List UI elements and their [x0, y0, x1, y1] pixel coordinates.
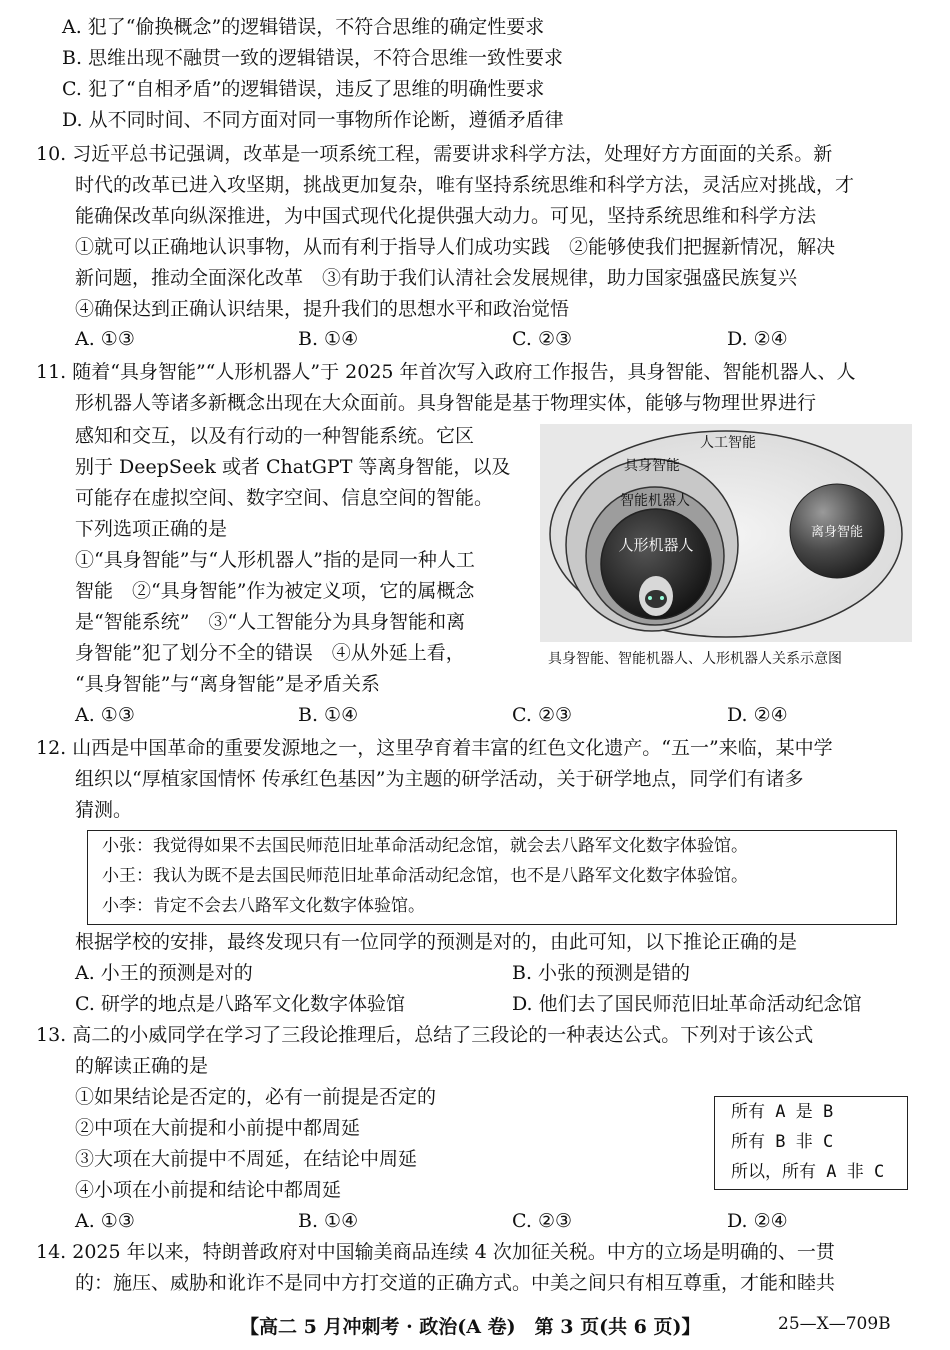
- ai-relationship-diagram: [540, 424, 912, 642]
- q11-option-b: B. ①④: [298, 704, 359, 726]
- q13-item: ①如果结论是否定的，必有一前提是否定的: [75, 1086, 437, 1108]
- embodied-label: 具身智能: [624, 458, 680, 474]
- q10-option-d: D. ②④: [727, 328, 788, 350]
- page-footer-code: 25—X—709B: [778, 1314, 891, 1334]
- disembodied-label: 离身智能: [810, 525, 864, 540]
- q13-option-a: A. ①③: [75, 1210, 135, 1232]
- q12-option-c: C. 研学的地点是八路军文化数字体验馆: [75, 993, 405, 1015]
- q13-item: ③大项在大前提中不周延，在结论中周延: [75, 1148, 418, 1170]
- q11-line: 下列选项正确的是: [75, 518, 228, 540]
- prediction-zhang: 小张：我觉得如果不去国民师范旧址革命活动纪念馆，就会去八路军文化数字体验馆。: [102, 836, 748, 856]
- q11-line: 身智能”犯了划分不全的错误 ④从外延上看，: [75, 642, 465, 664]
- robot-label: 智能机器人: [620, 493, 690, 509]
- q13-option-b: B. ①④: [298, 1210, 359, 1232]
- formula-major-premise: 所有 A 是 B: [731, 1102, 834, 1122]
- humanoid-label: 人形机器人: [618, 536, 694, 554]
- q12-line: 组织以“厚植家国情怀 传承红色基因”为主题的研学活动，关于研学地点，同学们有诸多: [75, 768, 804, 790]
- prediction-wang: 小王：我认为既不是去国民师范旧址革命活动纪念馆，也不是八路军文化数字体验馆。: [102, 866, 748, 886]
- q12-predictions-box: [87, 830, 897, 925]
- q10-line: 新问题，推动全面深化改革 ③有助于我们认清社会发展规律，助力国家强盛民族复兴: [75, 267, 798, 289]
- q10-line: ④确保达到正确认识结果，提升我们的思想水平和政治觉悟: [75, 298, 570, 320]
- q13-option-d: D. ②④: [727, 1210, 788, 1232]
- q11-line: 智能 ②“具身智能”作为被定义项，它的属概念: [75, 580, 475, 602]
- q12-line: 12. 山西是中国革命的重要发源地之一，这里孕育着丰富的红色文化遗产。“五一”来临，某中学: [36, 737, 833, 759]
- q12-option-a: A. 小王的预测是对的: [75, 962, 253, 984]
- q11-option-a: A. ①③: [75, 704, 135, 726]
- page-footer-title: 【高二 5 月冲刺考 · 政治(A 卷) 第 3 页(共 6 页)】: [240, 1316, 701, 1338]
- q10-option-a: A. ①③: [75, 328, 135, 350]
- q9-option-b: B. 思维出现不融贯一致的逻辑错误，不符合思维一致性要求: [62, 47, 564, 69]
- q12-line: 根据学校的安排，最终发现只有一位同学的预测是对的，由此可知，以下推论正确的是: [75, 931, 798, 953]
- q13-item: ④小项在小前提和结论中都周延: [75, 1179, 342, 1201]
- q10-option-c: C. ②③: [512, 328, 573, 350]
- prediction-li: 小李：肯定不会去八路军文化数字体验馆。: [102, 896, 425, 916]
- q9-option-c: C. 犯了“自相矛盾”的逻辑错误，违反了思维的明确性要求: [62, 78, 545, 100]
- robot-head-icon: [639, 576, 673, 616]
- q11-line: 感知和交互，以及有行动的一种智能系统。它区: [75, 425, 475, 447]
- diagram-caption: 具身智能、智能机器人、人形机器人关系示意图: [548, 651, 842, 667]
- q11-line: 别于 DeepSeek 或者 ChatGPT 等离身智能，以及: [75, 456, 511, 478]
- q10-option-b: B. ①④: [298, 328, 359, 350]
- q14-line: 的：施压、威胁和讹诈不是同中方打交道的正确方式。中美之间只有相互尊重，才能和睦共: [75, 1272, 836, 1294]
- q12-line: 猜测。: [75, 799, 133, 821]
- q11-option-c: C. ②③: [512, 704, 573, 726]
- ai-label: 人工智能: [700, 435, 756, 451]
- q10-line: 时代的改革已进入攻坚期，挑战更加复杂，唯有坚持系统思维和科学方法，灵活应对挑战，才: [75, 174, 855, 196]
- q13-option-c: C. ②③: [512, 1210, 573, 1232]
- q11-option-d: D. ②④: [727, 704, 788, 726]
- q14-line: 14. 2025 年以来，特朗普政府对中国输美商品连续 4 次加征关税。中方的立场是明确的、一贯: [36, 1241, 835, 1263]
- formula-minor-premise: 所有 B 非 C: [731, 1132, 834, 1152]
- q9-option-a: A. 犯了“偷换概念”的逻辑错误，不符合思维的确定性要求: [62, 16, 545, 38]
- q12-option-d: D. 他们去了国民师范旧址革命活动纪念馆: [512, 993, 862, 1015]
- q13-line: 13. 高二的小威同学在学习了三段论推理后，总结了三段论的一种表达公式。下列对于该公式: [36, 1024, 814, 1046]
- q10-line: 能确保改革向纵深推进，为中国式现代化提供强大动力。可见，坚持系统思维和科学方法: [75, 205, 817, 227]
- q13-item: ②中项在大前提和小前提中都周延: [75, 1117, 361, 1139]
- q11-line: 是“智能系统” ③“人工智能分为具身智能和离: [75, 611, 466, 633]
- q11-line: “具身智能”与“离身智能”是矛盾关系: [75, 673, 380, 695]
- q11-line: 形机器人等诸多新概念出现在大众面前。具身智能是基于物理实体，能够与物理世界进行: [75, 392, 817, 414]
- formula-conclusion: 所以，所有 A 非 C: [731, 1162, 885, 1182]
- q11-line: ①“具身智能”与“人形机器人”指的是同一种人工: [75, 549, 475, 571]
- q12-option-b: B. 小张的预测是错的: [512, 962, 691, 984]
- syllogism-formula-box: [714, 1096, 908, 1190]
- q9-option-d: D. 从不同时间、不同方面对同一事物所作论断，遵循矛盾律: [62, 109, 564, 131]
- q11-line: 11. 随着“具身智能”“人形机器人”于 2025 年首次写入政府工作报告，具身智能、智能机器人、人: [36, 361, 856, 383]
- q10-line: 10. 习近平总书记强调，改革是一项系统工程，需要讲求科学方法，处理好方方面面的关系。新: [36, 143, 833, 165]
- q11-line: 可能存在虚拟空间、数字空间、信息空间的智能。: [75, 487, 494, 509]
- q13-line: 的解读正确的是: [75, 1055, 209, 1077]
- q10-line: ①就可以正确地认识事物，从而有利于指导人们成功实践 ②能够使我们把握新情况，解决: [75, 236, 836, 258]
